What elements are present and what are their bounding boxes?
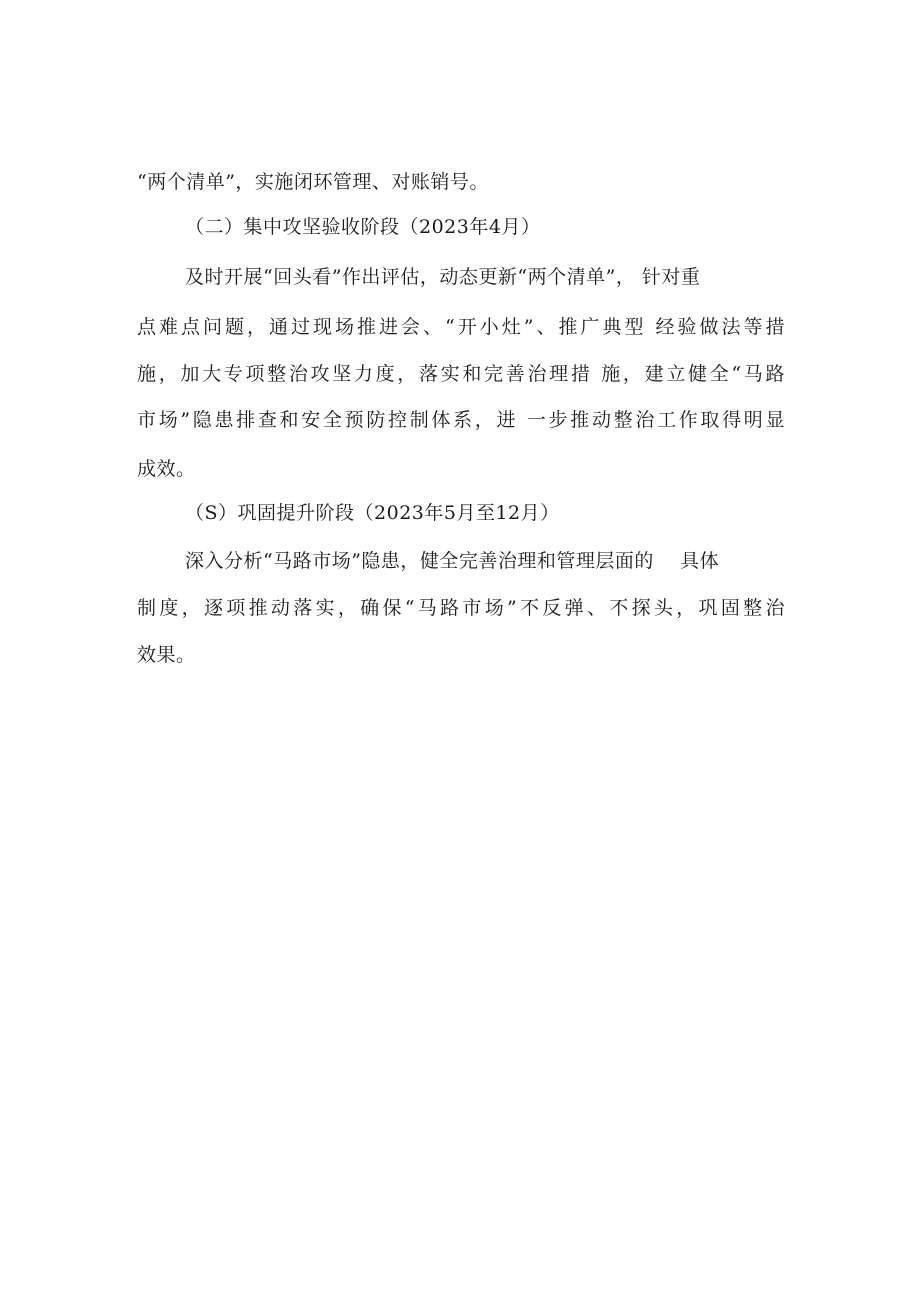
section-heading-3: （S）巩固提升阶段（2023年5月至12月） — [185, 502, 560, 524]
section-heading-2: （二）集中攻坚验收阶段（2023年4月） — [185, 216, 541, 238]
paragraph-3-line-3: 效果。 — [137, 644, 196, 666]
paragraph-2-line-3: 施，加大专项整治攻坚力度，落实和完善治理措 施，建立健全“马路 — [137, 363, 785, 385]
paragraph-continuation: “两个清单”，实施闭环管理、对账销号。 — [137, 171, 489, 193]
paragraph-2-line-2: 点难点问题，通过现场推进会、“开小灶”、推广典型 经验做法等措 — [137, 316, 785, 338]
paragraph-2-line-4: 市场”隐患排查和安全预防控制体系，进 一步推动整治工作取得明显 — [137, 409, 785, 431]
paragraph-3-line-2: 制度，逐项推动落实，确保“马路市场”不反弹、不探头，巩固整治 — [137, 597, 785, 619]
paragraph-2-line-1: 及时开展“回头看”作出评估，动态更新“两个清单”， 针对重 — [185, 266, 701, 288]
paragraph-2-line-5: 成效。 — [137, 458, 196, 480]
paragraph-3-line-1: 深入分析“马路市场”隐患，健全完善治理和管理层面的 具体 — [185, 550, 720, 572]
